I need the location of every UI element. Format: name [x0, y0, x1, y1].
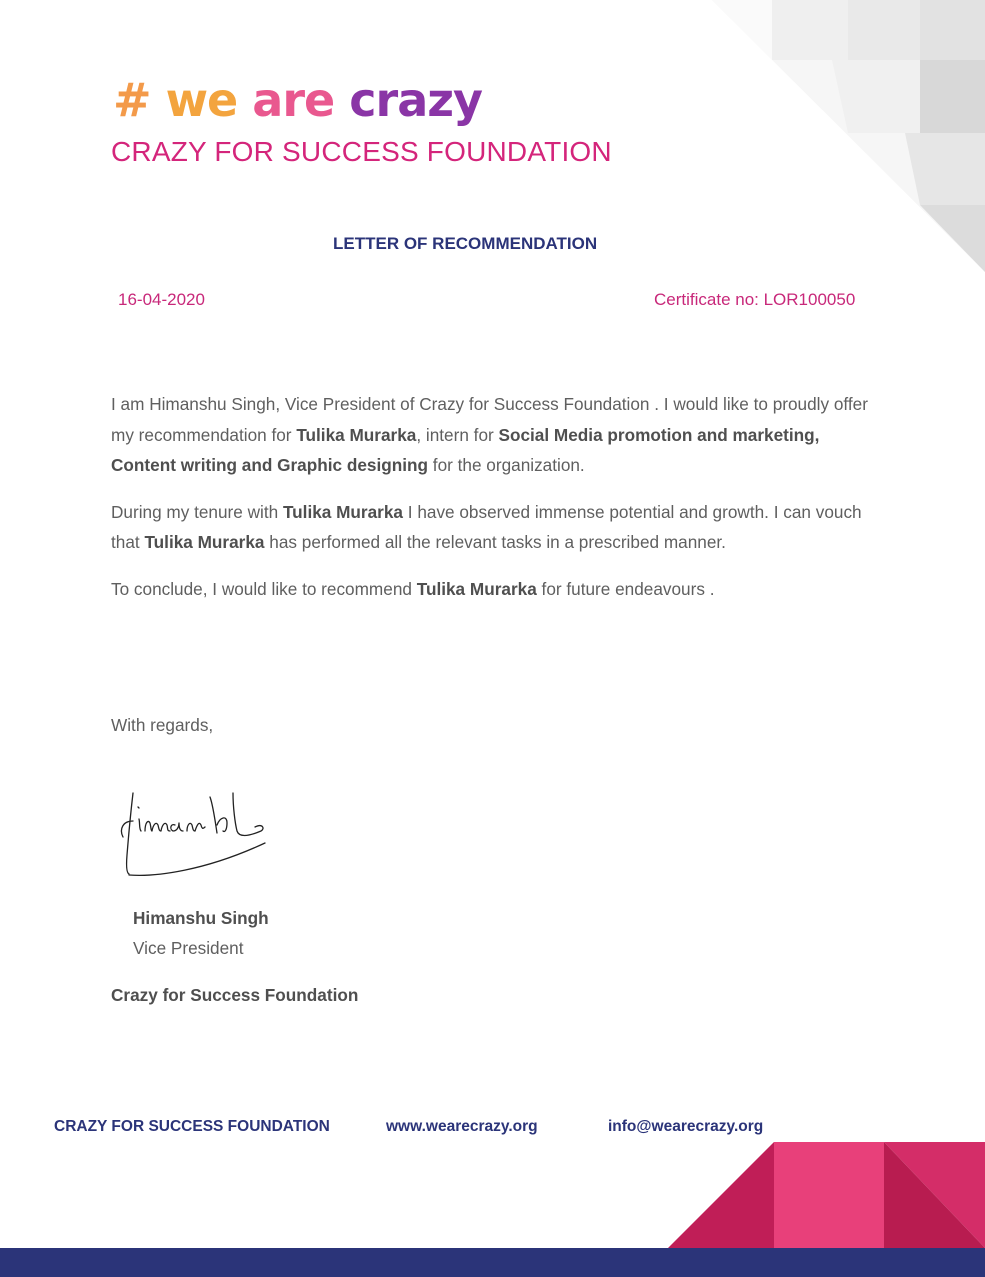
- intern-name: Tulika Murarka: [144, 532, 265, 552]
- paragraph-observation: During my tenure with Tulika Murarka I have observed immense potential and growth. I can vouch that Tulika Murarka has performed all the relevant tasks in a prescribed manner.: [111, 501, 862, 552]
- letter-body: [111, 389, 881, 620]
- intern-name: Tulika Murarka: [416, 578, 537, 599]
- footer-organization: CRAZY FOR SUCCESS FOUNDATION: [54, 1118, 330, 1135]
- intern-name: Tulika Murarka: [282, 501, 403, 522]
- paragraph-introduction: I am Himanshu Singh, Vice President of Crazy for Success Foundation . I would like to proudly offer my recommendation for Tulika Murarka, intern for Social Media promotion and marketing, Content writing and Graphic designing for the organization.: [111, 394, 868, 475]
- logo-crazy: crazy: [349, 73, 482, 127]
- closing-regards: With regards,: [111, 715, 214, 735]
- letter-date: 16-04-2020: [118, 290, 205, 309]
- intern-name: Tulika Murarka: [296, 424, 417, 445]
- footer-decoration: [0, 1140, 985, 1250]
- certificate-number: Certificate no: LOR100050: [654, 290, 856, 309]
- intern-roles: Social Media promotion and marketing, Content writing and Graphic designing: [111, 424, 820, 475]
- logo-we: we: [165, 73, 238, 127]
- organization-logo: [113, 70, 482, 130]
- paragraph-conclusion: To conclude, I would like to recommend Tulika Murarka for future endeavours .: [111, 578, 715, 599]
- header-organization: CRAZY FOR SUCCESS FOUNDATION: [111, 136, 612, 167]
- footer-website-link[interactable]: www.wearecrazy.org: [386, 1118, 538, 1135]
- footer-bar: [0, 1248, 985, 1277]
- logo-hash: #: [113, 73, 151, 127]
- document-title: LETTER OF RECOMMENDATION: [333, 234, 598, 253]
- footer-email-link[interactable]: info@wearecrazy.org: [608, 1118, 764, 1135]
- handwritten-signature: [115, 785, 275, 880]
- signer-name: Himanshu Singh: [133, 908, 269, 928]
- signer-title: Vice President: [133, 938, 244, 958]
- logo-are: are: [252, 73, 335, 127]
- signer-organization: Crazy for Success Foundation: [111, 985, 359, 1005]
